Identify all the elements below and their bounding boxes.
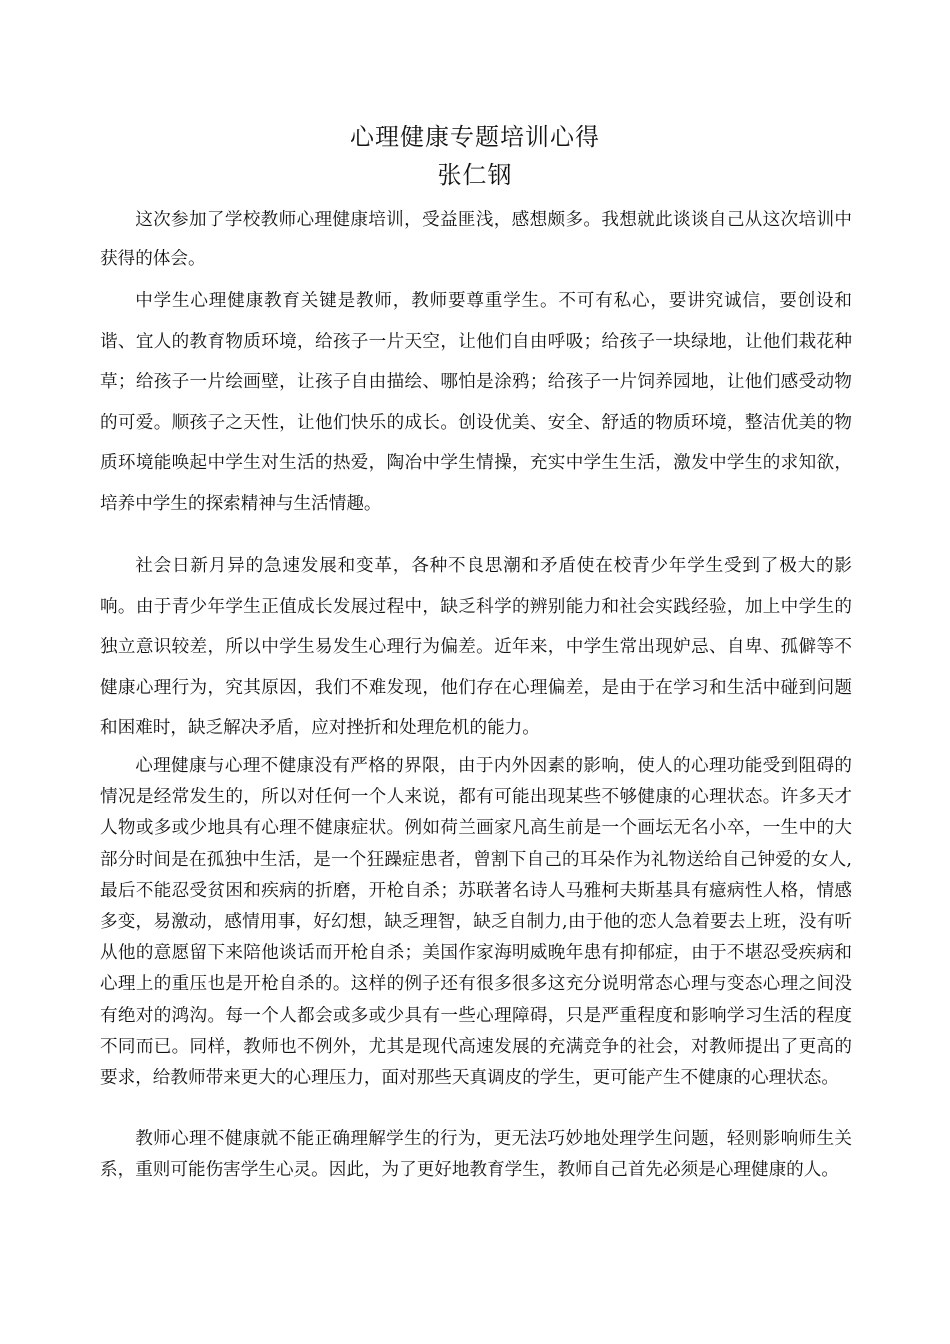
paragraph-3: 社会日新月异的急速发展和变革，各种不良思潮和矛盾使在校青少年学生受到了极大的影响。由于青少年学生正值成长发展过程中，缺乏科学的辨别能力和社会实践经验，加上中学生的独立意识较差，所以中学生易发生心理行为偏差。近年来，中学生常出现妒忌、自卑、孤僻等不健康心理行为，究其原因，我们不难发现，他们存在心理偏差，是由于在学习和生活中碰到问题和困难时，缺乏解决矛盾，应对挫折和处理危机的能力。	[100, 556, 852, 738]
paragraph-5: 教师心理不健康就不能正确理解学生的行为，更无法巧妙地处理学生问题，轻则影响师生关系，重则可能伤害学生心灵。因此，为了更好地教育学生，教师自己首先必须是心理健康的人。	[100, 1129, 852, 1180]
document-title: 心理健康专题培训心得	[350, 123, 600, 151]
document-author: 张仁钢	[437, 161, 513, 189]
paragraph-1: 这次参加了学校教师心理健康培训，受益匪浅，感想颇多。我想就此谈谈自己从这次培训中获得的体会。	[100, 210, 852, 269]
paragraph-4: 心理健康与心理不健康没有严格的界限，由于内外因素的影响，使人的心理功能受到阻碍的情况是经常发生的，所以对任何一个人来说，都有可能出现某些不够健康的心理状态。许多天才人物或多或少地具有心理不健康症状。例如荷兰画家凡高生前是一个画坛无名小卒，一生中的大部分时间是在孤独中生活，是一个狂躁症患者，曾割下自己的耳朵作为礼物送给自己钟爱的女人,最后不能忍受贫困和疾病的折磨，开枪自杀；苏联著名诗人马雅柯夫斯基具有癔病性人格，情感多变，易激动，感情用事，好幻想，缺乏理智，缺乏自制力,由于他的恋人急着要去上班，没有听从他的意愿留下来陪他谈话而开枪自杀；美国作家海明威晚年患有抑郁症，由于不堪忍受疾病和心理上的重压也是开枪自杀的。这样的例子还有很多很多这充分说明常态心理与变态心理之间没有绝对的鸿沟。每一个人都会或多或少具有一些心理障碍，只是严重程度和影响学习生活的程度不同而已。同样，教师也不例外，尤其是现代高速发展的充满竞争的社会，对教师提出了更高的要求，给教师带来更大的心理压力，面对那些天真调皮的学生，更可能产生不健康的心理状态。	[100, 756, 852, 1089]
paragraph-2: 中学生心理健康教育关键是教师，教师要尊重学生。不可有私心，要讲究诚信，要创设和谐、宜人的教育物质环境，给孩子一片天空，让他们自由呼吸；给孩子一块绿地，让他们栽花种草；给孩子一片绘画壁，让孩子自由描绘、哪怕是涂鸦；给孩子一片饲养园地，让他们感受动物的可爱。顺孩子之天性，让他们快乐的成长。创设优美、安全、舒适的物质环境，整洁优美的物质环境能唤起中学生对生活的热爱，陶冶中学生情操，充实中学生生活，激发中学生的求知欲，培养中学生的探索精神与生活情趣。	[100, 291, 852, 514]
